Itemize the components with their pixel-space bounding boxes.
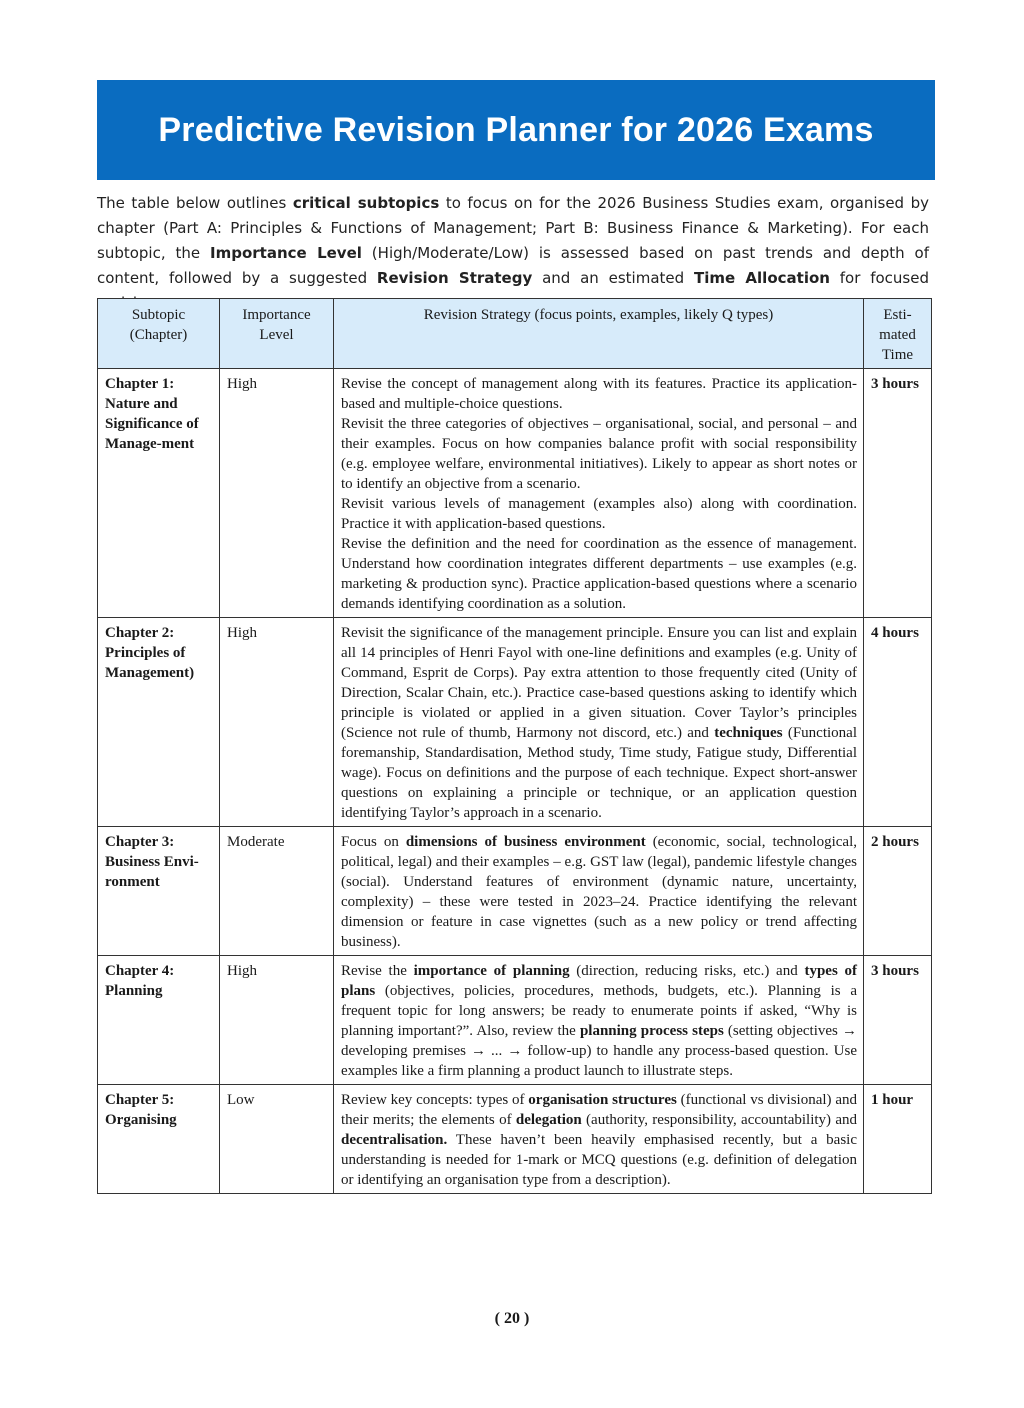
bold-text: Revision Strategy <box>376 269 533 287</box>
bold-text: critical subtopics <box>292 194 440 212</box>
text-run: (direction, reducing risks, etc.) and <box>569 963 805 979</box>
strategy-cell <box>334 1085 864 1194</box>
strategy-paragraph <box>341 832 857 952</box>
text-run: Revisit various levels of management (examples also) along with coordination. Practice it with application-based questions. <box>341 496 857 532</box>
time-cell: 4 hours <box>864 618 932 827</box>
table-row <box>98 618 932 827</box>
bold-text: dimensions of business environment <box>405 834 646 850</box>
importance-cell: High <box>220 369 334 618</box>
table-row <box>98 956 932 1085</box>
bold-text: delegation <box>515 1112 582 1128</box>
header-importance: Importance Level <box>220 299 334 369</box>
bold-text: planning process steps <box>579 1023 724 1039</box>
strategy-paragraph <box>341 534 857 614</box>
time-cell: 3 hours <box>864 956 932 1085</box>
strategy-paragraph <box>341 494 857 534</box>
strategy-paragraph <box>341 1090 857 1190</box>
strategy-paragraph <box>341 374 857 414</box>
title-banner <box>97 80 935 180</box>
time-cell: 3 hours <box>864 369 932 618</box>
chapter-cell: Chapter 2: Principles of Management) <box>98 618 220 827</box>
revision-planner-table <box>97 298 932 1194</box>
chapter-cell: Chapter 5: Organising <box>98 1085 220 1194</box>
header-strategy: Revision Strategy (focus points, examples, likely Q types) <box>334 299 864 369</box>
importance-cell: Low <box>220 1085 334 1194</box>
text-run: to focus on for the 2026 Business Studies exam, organised by chapter (Part A: Principles & Functions of Management; Part B: Business Finance & Marketing). For each subtopic, the <box>97 194 930 262</box>
chapter-cell: Chapter 4: Planning <box>98 956 220 1085</box>
strategy-cell <box>334 369 864 618</box>
importance-cell: High <box>220 618 334 827</box>
strategy-paragraph <box>341 961 857 1081</box>
strategy-paragraph <box>341 623 857 823</box>
bold-text: decentralisation. <box>341 1132 448 1148</box>
bold-text: importance of planning <box>413 963 570 979</box>
text-run: Revisit the significance of the management principle. Ensure you can list and explain all 14 principles of Henri Fayol with one-line definitions and examples (e.g. Unity of Command, Esprit de Corps). Pay extra attention to those frequently cited (Unity of Direction, Scalar Chain, etc.). Practice case-based questions asking to identify which principle is violated or applied in a given situation. Cover Taylor’s principles (Science not rule of thumb, Harmony not discord, etc.) and <box>341 625 857 741</box>
time-cell: 1 hour <box>864 1085 932 1194</box>
table-row <box>98 1085 932 1194</box>
page-number: ( 20 ) <box>494 1310 530 1327</box>
text-run: (objectives, policies, procedures, methods, budgets, etc.). Planning is a frequent topic for long answers; be ready to enumerate points if asked, “Why is planning important?”. Also, review the <box>341 983 857 1039</box>
table-row <box>98 369 932 618</box>
importance-cell: High <box>220 956 334 1085</box>
strategy-cell <box>334 956 864 1085</box>
bold-text: Time Allocation <box>693 269 830 287</box>
text-run: (setting objectives → developing premises → ... → follow-up) to handle any process-based question. Use examples like a firm planning a product launch to illustrate steps. <box>341 1023 857 1079</box>
text-run: (functional vs divisional) and their merits; the elements of <box>341 1092 857 1128</box>
header-time: Esti-mated Time <box>864 299 932 369</box>
importance-cell: Moderate <box>220 827 334 956</box>
strategy-cell <box>334 827 864 956</box>
text-run: and an estimated <box>532 269 694 287</box>
text-run: Revise the concept of management along with its features. Practice its application-based and multiple-choice questions. <box>341 376 857 412</box>
page-title: Predictive Revision Planner for 2026 Exams <box>158 110 874 149</box>
text-run: (High/Moderate/Low) is assessed based on past trends and depth of content, followed by a suggested <box>97 244 929 287</box>
text-run: (economic, social, technological, political, legal) and their examples – e.g. GST law (legal), pandemic lifestyle changes (social). Understand features of environment (dynamic nature, uncertainty, complexity) – these were tested in 2023–24. Practice identifying the relevant dimension or feature in case vignettes (such as a new policy or trend affecting business). <box>341 834 857 950</box>
text-run: Revise the definition and the need for coordination as the essence of management. Understand how coordination integrates different departments – use examples (e.g. marketing & production sync). Practice application-based questions where a scenario demands identifying coordination as a solution. <box>341 536 857 612</box>
chapter-cell: Chapter 1: Nature and Significance of Manage-ment <box>98 369 220 618</box>
time-cell: 2 hours <box>864 827 932 956</box>
header-subtopic: Subtopic (Chapter) <box>98 299 220 369</box>
chapter-cell: Chapter 3: Business Envi-ronment <box>98 827 220 956</box>
text-run: Focus on <box>341 834 406 850</box>
text-run: for focused <box>839 269 929 287</box>
table-header-row <box>98 299 932 369</box>
bold-text: organisation structures <box>528 1092 677 1108</box>
text-run: Review key concepts: types of <box>341 1092 529 1108</box>
bold-text: types of plans <box>341 963 858 999</box>
strategy-cell <box>334 618 864 827</box>
text-run: (Functional foremanship, Standardisation, Method study, Time study, Fatigue study, Differential wage). Focus on definitions and the purpose of each technique. Expect short-answer questions on explaining a principle or technique, or an application question identifying Taylor’s approach in a scenario. <box>341 725 857 821</box>
text-run: The table below outlines <box>97 194 293 212</box>
text-run: Revisit the three categories of objectives – organisational, social, and personal – and their examples. Focus on how companies balance profit with social responsibility (e.g. employee welfare, environmental initiatives). Likely to appear as short notes or to identify an objective from a scenario. <box>341 416 857 492</box>
bold-text: Importance Level <box>210 244 362 262</box>
text-run: These haven’t been heavily emphasised recently, but a basic understanding is needed for 1-mark or MCQ questions (e.g. definition of delegation or identifying an organisation type from a description). <box>341 1132 857 1188</box>
strategy-paragraph <box>341 414 857 494</box>
table-row <box>98 827 932 956</box>
bold-text: techniques <box>714 725 783 741</box>
text-run: (authority, responsibility, accountability) and <box>581 1112 858 1128</box>
text-run: Revise the <box>341 963 414 979</box>
